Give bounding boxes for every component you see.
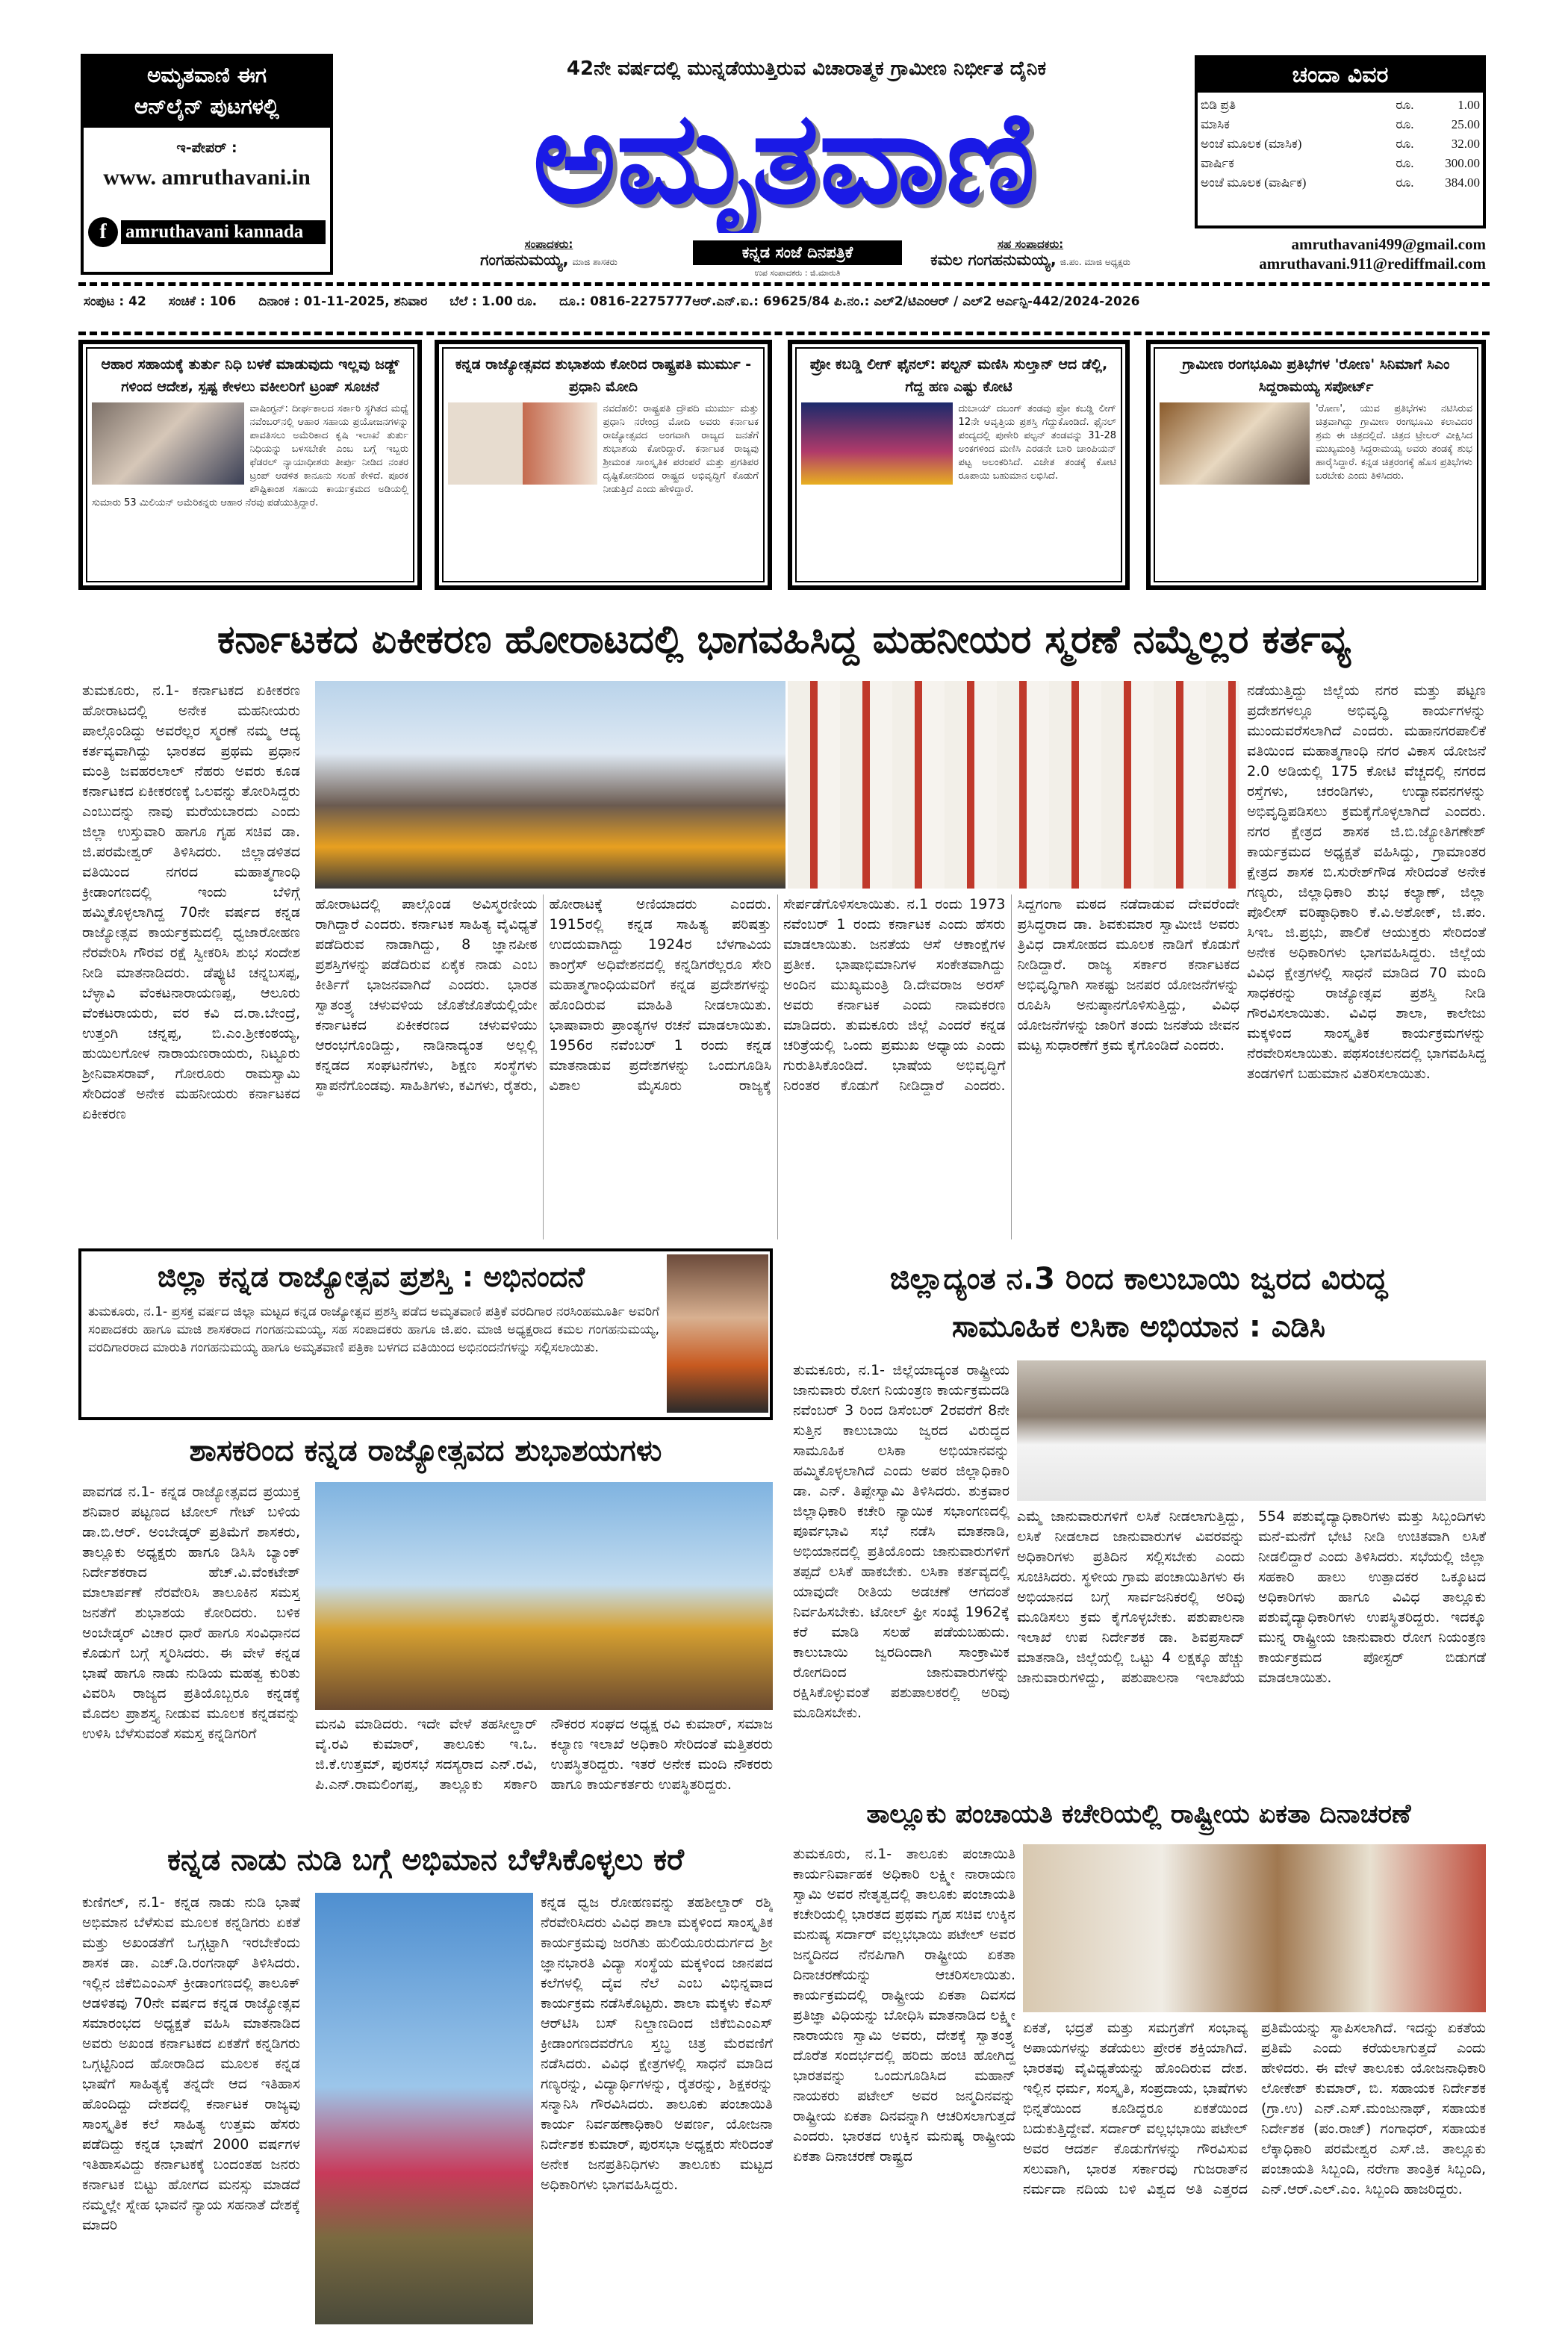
unity-headline: ತಾಲ್ಲೂಕು ಪಂಚಾಯತಿ ಕಚೇರಿಯಲ್ಲಿ ರಾಷ್ಟ್ರೀಯ ಏಕತಾ ದಿನಾಚರಣೆ	[866, 1799, 1411, 1829]
co-editor-note: ಜಿ.ಪಂ. ಮಾಜಿ ಅಧ್ಯಕ್ಷರು	[1060, 257, 1130, 267]
top-story-headline: ಪ್ರೋ ಕಬಡ್ಡಿ ಲೀಗ್ ಫೈನಲ್: ಪಲ್ಟನ್ ಮಣಿಸಿ ಸುಲ್ತಾನ್ ಆದ ಡೆಲ್ಲಿ, ಗೆದ್ದ ಹಣ ಎಷ್ಟು ಕೋಟಿ	[809, 356, 1108, 395]
subscription-cur: ರೂ.	[1396, 98, 1414, 112]
lead-col-middle: ಹೋರಾಟದಲ್ಲಿ ಪಾಲ್ಗೊಂಡ ಅವಿಸ್ಮರಣೀಯ ರಾಗಿದ್ದಾರೆ ಎಂದರು. ಕರ್ನಾಟಕ ಸಾಹಿತ್ಯ ವೈವಿಧ್ಯತೆ ಪಡೆದಿರುವ ನಾಡಾಗಿದ್ದು, 8 ಜ್ಞಾನಪೀಠ ಪ್ರಶಸ್ತಿಗಳನ್ನು ಪಡೆದಿರುವ ಏಕೈಕ ನಾಡು ಎಂಬ ಕೀರ್ತಿಗೆ ಭಾಜನವಾಗಿದೆ ಎಂದರು. ಭಾರತ ಸ್ವಾತಂತ್ರ್ಯ ಚಳುವಳಿಯ ಜೊತೆಜೊತೆಯಲ್ಲಿಯೇ ಕರ್ನಾಟಕದ ಏಕೀಕರಣದ ಚಳುವಳಿಯು ಆರಂಭಗೊಂಡಿದ್ದು, ನಾಡಿನಾದ್ಯಂತ ಅಲ್ಲಲ್ಲಿ ಕನ್ನಡದ ಸಂಘಟನೆಗಳು, ಶಿಕ್ಷಣ ಸಂಸ್ಥೆಗಳು ಸ್ಥಾಪನೆಗೊಂಡವು. ಸಾಹಿತಿಗಳು, ಕವಿಗಳು, ರೈತರು, ಹೋರಾಟಕ್ಕೆ ಅಣಿಯಾದರು ಎಂದರು. 1915ರಲ್ಲಿ ಕನ್ನಡ ಸಾಹಿತ್ಯ ಪರಿಷತ್ತು ಉದಯವಾಗಿದ್ದು 1924ರ ಬೆಳಗಾವಿಯ ಕಾಂಗ್ರೆಸ್ ಅಧಿವೇಶನದಲ್ಲಿ ಕನ್ನಡಿಗರೆಲ್ಲರೂ ಸೇರಿ ಮಹಾತ್ಮಗಾಂಧಿಯವರಿಗೆ ಕನ್ನಡ ಪ್ರದೇಶಗಳನ್ನು ಹೊಂದಿರುವ ಮಾಹಿತಿ ನೀಡಲಾಯಿತು. ಭಾಷಾವಾರು ಪ್ರಾಂತ್ಯಗಳ ರಚನೆ ಮಾಡಲಾಯಿತು. 1956ರ ನವೆಂಬರ್ 1 ರಂದು ಕನ್ನಡ ಮಾತನಾಡುವ ಪ್ರದೇಶಗಳನ್ನು ಒಂದುಗೂಡಿಸಿ ವಿಶಾಲ ಮೈಸೂರು ರಾಜ್ಯಕ್ಕೆ ಸೇರ್ಪಡೆಗೊಳಿಸಲಾಯಿತು. ನ.1 ರಂದು 1973 ನವೆಂಬರ್ 1 ರಂದು ಕರ್ನಾಟಕ ಎಂದು ಹೆಸರು ಮಾಡಲಾಯಿತು. ಜನತೆಯ ಆಸೆ ಆಕಾಂಕ್ಷೆಗಳ ಪ್ರತೀಕ. ಭಾಷಾಭಿಮಾನಿಗಳ ಸಂಕೇತವಾಗಿದ್ದು ಅಂದಿನ ಮುಖ್ಯಮಂತ್ರಿ ಡಿ.ದೇವರಾಜ ಅರಸ್ ಅವರು ಕರ್ನಾಟಕ ಎಂದು ನಾಮಕರಣ ಮಾಡಿದರು. ತುಮಕೂರು ಜಿಲ್ಲೆ ಎಂದರೆ ಕನ್ನಡ ಚರಿತ್ರೆಯಲ್ಲಿ ಒಂದು ಪ್ರಮುಖ ಅಧ್ಯಾಯ ಎಂದು ಗುರುತಿಸಿಕೊಂಡಿದೆ. ಭಾಷೆಯ ಅಭಿವೃದ್ಧಿಗೆ ನಿರಂತರ ಕೊಡುಗೆ ನೀಡಿದ್ದಾರೆ ಎಂದರು. ಸಿದ್ದಗಂಗಾ ಮಠದ ನಡೆದಾಡುವ ದೇವರೆಂದೇ ಪ್ರಸಿದ್ಧರಾದ ಡಾ. ಶಿವಕುಮಾರ ಸ್ವಾಮೀಜಿ ಅವರು ತ್ರಿವಿಧ ದಾಸೋಹದ ಮೂಲಕ ನಾಡಿಗೆ ಕೊಡುಗೆ ನೀಡಿದ್ದಾರೆ. ರಾಜ್ಯ ಸರ್ಕಾರ ಕರ್ನಾಟಕದ ಅಭಿವೃದ್ಧಿಗಾಗಿ ಸಾಕಷ್ಟು ಜನಪರ ಯೋಜನೆಗಳನ್ನು ರೂಪಿಸಿ ಅನುಷ್ಠಾನಗೊಳಿಸುತ್ತಿದ್ದು, ವಿವಿಧ ಯೋಜನೆಗಳನ್ನು ಜಾರಿಗೆ ತಂದು ಜನತೆಯ ಜೀವನ ಮಟ್ಟ ಸುಧಾರಣೆಗೆ ಕ್ರಮ ಕೈಗೊಂಡಿದೆ ಎಂದರು.	[315, 896, 1239, 1094]
editor-note: ಮಾಜಿ ಶಾಸಕರು	[572, 257, 617, 267]
lead-col-left: ತುಮಕೂರು, ನ.1- ಕರ್ನಾಟಕದ ಏಕೀಕರಣ ಹೋರಾಟದಲ್ಲಿ ಅನೇಕ ಮಹನೀಯರು ಪಾಲ್ಗೊಂಡಿದ್ದು ಅವರೆಲ್ಲರ ಸ್ಮರಣೆ ನಮ್ಮ ಆದ್ಯ ಕರ್ತವ್ಯವಾಗಿದ್ದು ಭಾರತದ ಪ್ರಥಮ ಪ್ರಧಾನ ಮಂತ್ರಿ ಜವಹರಲಾಲ್ ನೆಹರು ಅವರು ಕೂಡ ಕರ್ನಾಟಕದ ಏಕೀಕರಣಕ್ಕೆ ಒಲವನ್ನು ತೋರಿಸಿದ್ದರು ಎಂಬುದನ್ನು ನಾವು ಮರೆಯಬಾರದು ಎಂದು ಜಿಲ್ಲಾ ಉಸ್ತುವಾರಿ ಹಾಗೂ ಗೃಹ ಸಚಿವ ಡಾ. ಜಿ.ಪರಮೇಶ್ವರ್ ತಿಳಿಸಿದರು. ಜಿಲ್ಲಾಡಳಿತದ ವತಿಯಿಂದ ನಗರದ ಮಹಾತ್ಮಗಾಂಧಿ ಕ್ರೀಡಾಂಗಣದಲ್ಲಿ ಇಂದು ಬೆಳಿಗ್ಗೆ ಹಮ್ಮಿಕೊಳ್ಳಲಾಗಿದ್ದ 70ನೇ ವರ್ಷದ ಕನ್ನಡ ರಾಜ್ಯೋತ್ಸವ ಕಾರ್ಯಕ್ರಮದಲ್ಲಿ ಧ್ವಜಾರೋಹಣ ನೆರವೇರಿಸಿ ಗೌರವ ರಕ್ಷೆ ಸ್ವೀಕರಿಸಿ ಶುಭ ಸಂದೇಶ ನೀಡಿ ಮಾತನಾಡಿದರು. ಡೆಪ್ಯುಟಿ ಚನ್ನಬಸಪ್ಪ, ಬೆಳ್ಳಾವಿ ವೆಂಕಟನಾರಾಯಣಪ್ಪ, ಆಲೂರು ವೆಂಕಟರಾಯರು, ವರ ಕವಿ ದ.ರಾ.ಬೇಂದ್ರೆ, ಉತ್ತಂಗಿ ಚನ್ನಪ್ಪ, ಬಿ.ಎಂ.ಶ್ರೀಕಂಠಯ್ಯ, ಹುಯಿಲಗೋಳ ನಾರಾಯಣರಾಯರು, ನಿಟ್ಟೂರು ಶ್ರೀನಿವಾಸರಾವ್, ಗೋರೂರು ರಾಮಸ್ವಾಮಿ ಸೇರಿದಂತೆ ಅನೇಕ ಮಹನೀಯರು ಕರ್ನಾಟಕದ ಏಕೀಕರಣ	[82, 682, 300, 1122]
online-title-2: ಆನ್‌ಲೈನ್ ಪುಟಗಳಲ್ಲಿ	[134, 94, 280, 119]
ambedkar-statue-photo	[315, 1482, 773, 1710]
subscription-amount: 32.00	[1451, 137, 1480, 151]
sub-editor: ಉಪ ಸಂಪಾದಕರು : ಜಿ.ಮಾರುತಿ	[754, 268, 841, 278]
subscription-title: ಚಂದಾ ವಿವರ	[1198, 58, 1483, 93]
top-story-headline: ಆಹಾರ ಸಹಾಯಕ್ಕೆ ತುರ್ತು ನಿಧಿ ಬಳಕೆ ಮಾಡುವುದು ಇಲ್ಲವು ಜಡ್ಜ್ ಗಳಿಂದ ಆದೇಶ, ಸ್ಪಷ್ಟ ಕೇಳಲು ವಕೀಲರಿಗೆ ಟ್ರಂಪ್ ಸೂಚನೆ	[101, 356, 399, 395]
vaccine-col-left: ತುಮಕೂರು, ನ.1- ಜಿಲ್ಲೆಯಾದ್ಯಂತ ರಾಷ್ಟ್ರೀಯ ಜಾನುವಾರು ರೋಗ ನಿಯಂತ್ರಣ ಕಾರ್ಯಕ್ರಮದಡಿ ನವೆಂಬರ್ 3 ರಿಂದ ಡಿಸೆಂಬರ್ 2ರವರೆಗೆ 8ನೇ ಸುತ್ತಿನ ಕಾಲುಬಾಯಿ ಜ್ವರದ ವಿರುದ್ಧದ ಸಾಮೂಹಿಕ ಲಸಿಕಾ ಅಭಿಯಾನವನ್ನು ಹಮ್ಮಿಕೊಳ್ಳಲಾಗಿದೆ ಎಂದು ಅಪರ ಜಿಲ್ಲಾಧಿಕಾರಿ ಡಾ. ಎನ್. ತಿಪ್ಪೇಸ್ವಾಮಿ ತಿಳಿಸಿದರು. ಶುಕ್ರವಾರ ಜಿಲ್ಲಾಧಿಕಾರಿ ಕಚೇರಿ ನ್ಯಾಯಿಕ ಸಭಾಂಗಣದಲ್ಲಿ ಪೂರ್ವಭಾವಿ ಸಭೆ ನಡೆಸಿ ಮಾತನಾಡಿ, ಅಭಿಯಾನದಲ್ಲಿ ಪ್ರತಿಯೊಂದು ಜಾನುವಾರುಗಳಿಗೆ ತಪ್ಪದೆ ಲಸಿಕೆ ಹಾಕಬೇಕು. ಲಸಿಕಾ ಕರ್ತವ್ಯದಲ್ಲಿ ಯಾವುದೇ ರೀತಿಯ ಅಡಚಣೆ ಆಗದಂತೆ ನಿರ್ವಹಿಸಬೇಕು. ಟೋಲ್ ಫ್ರೀ ಸಂಖ್ಯೆ 1962ಕ್ಕೆ ಕರೆ ಮಾಡಿ ಸಲಹೆ ಪಡೆಯಬಹುದು. ಕಾಲುಬಾಯಿ ಜ್ವರದಿಂದಾಗಿ ಸಾಂಕ್ರಾಮಿಕ ರೋಗದಿಂದ ಜಾನುವಾರುಗಳನ್ನು ರಕ್ಷಿಸಿಕೊಳ್ಳುವಂತೆ ಪಶುಪಾಲಕರಲ್ಲಿ ಅರಿವು ಮೂಡಿಸಬೇಕು.	[793, 1362, 1009, 1721]
subtitle-badge: ಕನ್ನಡ ಸಂಜೆ ದಿನಪತ್ರಿಕೆ	[693, 240, 902, 265]
top-story-body: ದುಬಾಯ್ ದಬಂಗ್ ತಂಡವು ಪ್ರೋ ಕಬಡ್ಡಿ ಲೀಗ್ 12ನೇ ಆವೃತ್ತಿಯ ಪ್ರಶಸ್ತಿ ಗೆದ್ದುಕೊಂಡಿದೆ. ಫೈನಲ್ ಪಂದ್ಯದಲ್ಲಿ ಪುಣೇರಿ ಪಲ್ಟನ್ ತಂಡವನ್ನು 31-28 ಅಂಕಗಳಿಂದ ಮಣಿಸಿ ಎರಡನೇ ಬಾರಿ ಚಾಂಪಿಯನ್ ಪಟ್ಟ ಅಲಂಕರಿಸಿದೆ. ವಿಜೇತ ತಂಡಕ್ಕೆ ಕೋಟಿ ರೂಪಾಯಿ ಬಹುಮಾನ ಲಭಿಸಿದೆ.	[958, 403, 1116, 482]
email-1[interactable]: amruthavani499@gmail.com	[1291, 235, 1486, 253]
facebook-row[interactable]	[88, 217, 326, 247]
subscription-amount: 1.00	[1457, 98, 1480, 112]
divider	[78, 282, 1490, 286]
top-story-body: ನವದೆಹಲಿ: ರಾಷ್ಟ್ರಪತಿ ದ್ರೌಪದಿ ಮುರ್ಮು ಮತ್ತು ಪ್ರಧಾನಿ ನರೇಂದ್ರ ಮೋದಿ ಅವರು ಕರ್ನಾಟಕ ರಾಜ್ಯೋತ್ಸವದ ಅಂಗವಾಗಿ ರಾಜ್ಯದ ಜನತೆಗೆ ಶುಭಾಶಯ ಕೋರಿದ್ದಾರೆ. ಕರ್ನಾಟಕ ರಾಜ್ಯವು ಶ್ರೀಮಂತ ಸಾಂಸ್ಕೃತಿಕ ಪರಂಪರೆ ಮತ್ತು ಪ್ರಗತಿಪರ ದೃಷ್ಟಿಕೋನದಿಂದ ರಾಷ್ಟ್ರದ ಅಭಿವೃದ್ಧಿಗೆ ಕೊಡುಗೆ ನೀಡುತ್ತಿದೆ ಎಂದು ಹೇಳಿದ್ದಾರೆ.	[603, 403, 759, 495]
top-story-box	[435, 340, 772, 590]
mla-col-left: ಪಾವಗಡ ನ.1- ಕನ್ನಡ ರಾಜ್ಯೋತ್ಸವದ ಪ್ರಯುಕ್ತ ಶನಿವಾರ ಪಟ್ಟಣದ ಟೋಲ್ ಗೇಟ್ ಬಳಿಯ ಡಾ.ಬಿ.ಆರ್. ಅಂಬೇಡ್ಕರ್ ಪ್ರತಿಮೆಗೆ ಶಾಸಕರು, ತಾಲ್ಲೂಕು ಅಧ್ಯಕ್ಷರು ಹಾಗೂ ಡಿಸಿಸಿ ಬ್ಯಾಂಕ್ ನಿರ್ದೇಶಕರಾದ ಹೆಚ್.ವಿ.ವೆಂಕಟೇಶ್ ಮಾಲಾರ್ಪಣೆ ನೆರವೇರಿಸಿ ತಾಲೂಕಿನ ಸಮಸ್ತ ಜನತೆಗೆ ಶುಭಾಶಯ ಕೋರಿದರು. ಬಳಿಕ ಅಂಬೇಡ್ಕರ್ ವಿಚಾರ ಧಾರೆ ಹಾಗೂ ಸಂವಿಧಾನದ ಕೊಡುಗೆ ಬಗ್ಗೆ ಸ್ಮರಿಸಿದರು. ಈ ವೇಳೆ ಕನ್ನಡ ಭಾಷೆ ಹಾಗೂ ನಾಡು ನುಡಿಯ ಮಹತ್ವ ಕುರಿತು ವಿವರಿಸಿ ರಾಜ್ಯದ ಪ್ರತಿಯೊಬ್ಬರೂ ಕನ್ನಡಕ್ಕೆ ಮೊದಲ ಪ್ರಾಶಸ್ತ್ಯ ನೀಡುವ ಮೂಲಕ ಕನ್ನಡವನ್ನು ಉಳಿಸಿ ಬೆಳೆಸುವಂತೆ ಸಮಸ್ತ ಕನ್ನಡಿಗರಿಗೆ	[82, 1484, 300, 1742]
online-title-1: ಅಮೃತವಾಣಿ ಈಗ	[146, 63, 267, 87]
editor-label: ಸಂಪಾದಕರು:	[524, 237, 573, 251]
vaccine-col-right: ಎಮ್ಮೆ ಜಾನುವಾರುಗಳಿಗೆ ಲಸಿಕೆ ನೀಡಲಾಗುತ್ತಿದ್ದು, ಲಸಿಕೆ ನೀಡಲಾದ ಜಾನುವಾರುಗಳ ವಿವರವನ್ನು ಅಧಿಕಾರಿಗಳು ಪ್ರತಿದಿನ ಸಲ್ಲಿಸಬೇಕು ಎಂದು ಸೂಚಿಸಿದರು. ಸ್ಥಳೀಯ ಗ್ರಾಮ ಪಂಚಾಯಿತಿಗಳು ಈ ಅಭಿಯಾನದ ಬಗ್ಗೆ ಸಾರ್ವಜನಿಕರಲ್ಲಿ ಅರಿವು ಮೂಡಿಸಲು ಕ್ರಮ ಕೈಗೊಳ್ಳಬೇಕು. ಪಶುಪಾಲನಾ ಇಲಾಖೆ ಉಪ ನಿರ್ದೇಶಕ ಡಾ. ಶಿವಪ್ರಸಾದ್ ಮಾತನಾಡಿ, ಜಿಲ್ಲೆಯಲ್ಲಿ ಒಟ್ಟು 4 ಲಕ್ಷಕ್ಕೂ ಹೆಚ್ಚು ಜಾನುವಾರುಗಳಿದ್ದು, ಪಶುಪಾಲನಾ ಇಲಾಖೆಯ 554 ಪಶುವೈದ್ಯಾಧಿಕಾರಿಗಳು ಮತ್ತು ಸಿಬ್ಬಂದಿಗಳು ಮನೆ-ಮನೆಗೆ ಭೇಟಿ ನೀಡಿ ಉಚಿತವಾಗಿ ಲಸಿಕೆ ನೀಡಲಿದ್ದಾರೆ ಎಂದು ತಿಳಿಸಿದರು. ಸಭೆಯಲ್ಲಿ ಜಿಲ್ಲಾ ಸಹಕಾರಿ ಹಾಲು ಉತ್ಪಾದಕರ ಒಕ್ಕೂಟದ ಅಧಿಕಾರಿಗಳು ಹಾಗೂ ವಿವಿಧ ತಾಲ್ಲೂಕು ಪಶುವೈದ್ಯಾಧಿಕಾರಿಗಳು ಉಪಸ್ಥಿತರಿದ್ದರು. ಇದಕ್ಕೂ ಮುನ್ನ ರಾಷ್ಟ್ರೀಯ ಜಾನುವಾರು ರೋಗ ನಿಯಂತ್ರಣ ಕಾರ್ಯಕ್ರಮದ ಪೋಸ್ಟರ್ ಬಿಡುಗಡೆ ಮಾಡಲಾಯಿತು.	[1017, 1508, 1486, 1686]
vaccine-headline-2: ಸಾಮೂಹಿಕ ಲಸಿಕಾ ಅಭಿಯಾನ : ಎಡಿಸಿ	[952, 1310, 1325, 1344]
pride-headline: ಕನ್ನಡ ನಾಡು ನುಡಿ ಬಗ್ಗೆ ಅಭಿಮಾನ ಬೆಳೆಸಿಕೊಳ್ಳಲು ಕರೆ	[167, 1843, 684, 1877]
masthead-logo: ಅಮೃತವಾಣಿ	[532, 84, 1036, 232]
kannada-flag-photo	[315, 1893, 533, 2324]
pride-col-right: ಕನ್ನಡ ಧ್ವಜ ರೋಹಣವನ್ನು ತಹಶೀಲ್ದಾರ್ ರಶ್ಮಿ ನೆರವೇರಿಸಿದರು ವಿವಿಧ ಶಾಲಾ ಮಕ್ಕಳಿಂದ ಸಾಂಸ್ಕೃತಿಕ ಕಾರ್ಯಕ್ರಮವು ಜರಗಿತು ಹುಲಿಯೂರುದುರ್ಗದ ಶ್ರೀ ಜ್ಞಾನಭಾರತಿ ವಿದ್ಯಾ ಸಂಸ್ಥೆಯ ಮಕ್ಕಳಿಂದ ಜಾನಪದ ಕಲೆಗಳಲ್ಲಿ ದೈವ ನೆಲೆ ಎಂಬ ವಿಭಿನ್ನವಾದ ಕಾರ್ಯಕ್ರಮ ನಡೆಸಿಕೊಟ್ಟರು. ಶಾಲಾ ಮಕ್ಕಳು ಕೆಎಸ್ ಆರ್‌ಟಿಸಿ ಬಸ್ ನಿಲ್ದಾಣದಿಂದ ಜಿಕೆಬಿಎಂಎಸ್ ಕ್ರೀಡಾಂಗಣದವರೆಗೂ ಸ್ತಬ್ಧ ಚಿತ್ರ ಮೆರವಣಿಗೆ ನಡೆಸಿದರು. ವಿವಿಧ ಕ್ಷೇತ್ರಗಳಲ್ಲಿ ಸಾಧನೆ ಮಾಡಿದ ಗಣ್ಯರನ್ನು, ವಿದ್ಯಾರ್ಥಿಗಳನ್ನು, ರೈತರನ್ನು, ಶಿಕ್ಷಕರನ್ನು ಸನ್ಮಾನಿಸಿ ಗೌರವಿಸಿದರು. ತಾಲೂಕು ಪಂಚಾಯಿತಿ ಕಾರ್ಯ ನಿರ್ವಹಣಾಧಿಕಾರಿ ಅಪರ್ಣ, ಯೋಜನಾ ನಿರ್ದೇಶಕ ಕುಮಾರ್, ಪುರಸಭಾ ಅಧ್ಯಕ್ಷರು ಸೇರಿದಂತೆ ಅನೇಕ ಜನಪ್ರತಿನಿಧಿಗಳು ತಾಲೂಕು ಮಟ್ಟದ ಅಧಿಕಾರಿಗಳು ಭಾಗವಹಿಸಿದ್ದರು.	[541, 1894, 773, 2193]
phone-registration: ದೂ.: 0816-2275777ಆರ್.ಎನ್.ಐ.: 69625/84 ಪಿ.ನಂ.: ಎಲ್2/ಟಿಎಂಆರ್ / ಎಲ್2 ಆರ್ಎನ್ಪಿ-442/2024-2026	[559, 294, 1140, 309]
co-editor-name: ಕಮಲ ಗಂಗಹನುಮಯ್ಯ,	[930, 251, 1057, 269]
subscription-amount: 25.00	[1451, 117, 1480, 131]
top-story-box	[1146, 340, 1486, 590]
subscription-amount: 384.00	[1445, 175, 1480, 190]
email-2[interactable]: amruthavani.911@rediffmail.com	[1259, 255, 1486, 273]
awardee-portrait	[667, 1254, 768, 1413]
epaper-label: ಇ-ಪೇಪರ್ :	[176, 140, 237, 156]
co-editor-label: ಸಹ ಸಂಪಾದಕರು:	[997, 237, 1064, 251]
top-story-box	[788, 340, 1130, 590]
flag-hoisting-photo	[315, 681, 785, 889]
divider	[78, 332, 1490, 335]
subscription-cur: ರೂ.	[1396, 137, 1414, 151]
top-story-headline: ಗ್ರಾಮೀಣ ರಂಗಭೂಮಿ ಪ್ರತಿಭೆಗಳ 'ರೋಣ' ಸಿನಿಮಾಗೆ ಸಿಎಂ ಸಿದ್ದರಾಮಯ್ಯ ಸಪೋರ್ಟ್	[1182, 356, 1450, 395]
editor-name: ಗಂಗಹನುಮಯ್ಯ,	[480, 251, 569, 269]
subscription-label: ಮಾಸಿಕ	[1201, 117, 1230, 131]
subscription-row	[1198, 96, 1483, 115]
president-pm-photo	[448, 402, 597, 485]
subscription-row	[1198, 115, 1483, 134]
lead-col-right: ನಡೆಯುತ್ತಿದ್ದು ಜಿಲ್ಲೆಯ ನಗರ ಮತ್ತು ಪಟ್ಟಣ ಪ್ರದೇಶಗಳಲ್ಲೂ ಅಭಿವೃದ್ಧಿ ಕಾರ್ಯಗಳನ್ನು ಮುಂದುವರೆಸಲಾಗಿದೆ ಎಂದರು. ಮಹಾನಗರಪಾಲಿಕೆ ವತಿಯಿಂದ ಮಹಾತ್ಮಗಾಂಧಿ ನಗರ ವಿಕಾಸ ಯೋಜನೆ 2.0 ಅಡಿಯಲ್ಲಿ 175 ಕೋಟಿ ವೆಚ್ಚದಲ್ಲಿ ನಗರದ ರಸ್ತೆಗಳು, ಚರಂಡಿಗಳು, ಉದ್ಯಾನವನಗಳನ್ನು ಅಭಿವೃದ್ಧಿಪಡಿಸಲು ಕ್ರಮಕೈಗೊಳ್ಳಲಾಗಿದೆ ಎಂದರು. ನಗರ ಕ್ಷೇತ್ರದ ಶಾಸಕ ಜಿ.ಬಿ.ಜ್ಯೋತಿಗಣೇಶ್ ಕಾರ್ಯಕ್ರಮದ ಅಧ್ಯಕ್ಷತೆ ವಹಿಸಿದ್ದು, ಗ್ರಾಮಾಂತರ ಕ್ಷೇತ್ರದ ಶಾಸಕ ಬಿ.ಸುರೇಶ್‌ಗೌಡ ಸೇರಿದಂತೆ ಅನೇಕ ಗಣ್ಯರು, ಜಿಲ್ಲಾಧಿಕಾರಿ ಶುಭ ಕಲ್ಯಾಣ್, ಜಿಲ್ಲಾ ಪೊಲೀಸ್ ವರಿಷ್ಠಾಧಿಕಾರಿ ಕೆ.ವಿ.ಅಶೋಕ್, ಜಿ.ಪಂ. ಸಿಇಒ ಜಿ.ಪ್ರಭು, ಪಾಲಿಕೆ ಆಯುಕ್ತರು ಸೇರಿದಂತೆ ಅನೇಕ ಅಧಿಕಾರಿಗಳು ಭಾಗವಹಿಸಿದ್ದರು. ಜಿಲ್ಲೆಯ ವಿವಿಧ ಕ್ಷೇತ್ರಗಳಲ್ಲಿ ಸಾಧನೆ ಮಾಡಿದ 70 ಮಂದಿ ಸಾಧಕರನ್ನು ರಾಜ್ಯೋತ್ಸವ ಪ್ರಶಸ್ತಿ ನೀಡಿ ಗೌರವಿಸಲಾಯಿತು. ವಿವಿಧ ಶಾಲಾ, ಕಾಲೇಜು ಮಕ್ಕಳಿಂದ ಸಾಂಸ್ಕೃತಿಕ ಕಾರ್ಯಕ್ರಮಗಳನ್ನು ನೆರವೇರಿಸಲಾಯಿತು. ಪಥಸಂಚಲನದಲ್ಲಿ ಭಾಗವಹಿಸಿದ್ದ ತಂಡಗಳಿಗೆ ಬಹುಮಾನ ವಿತರಿಸಲಾಯಿತು.	[1247, 682, 1486, 1082]
mla-headline: ಶಾಸಕರಿಂದ ಕನ್ನಡ ರಾಜ್ಯೋತ್ಸವದ ಶುಭಾಶಯಗಳು	[189, 1434, 662, 1468]
top-story-box	[78, 340, 422, 590]
top-story-headline: ಕನ್ನಡ ರಾಜ್ಯೋತ್ಸವದ ಶುಭಾಶಯ ಕೋರಿದ ರಾಷ್ಟ್ರಪತಿ ಮುರ್ಮು - ಪ್ರಧಾನಿ ಮೋದಿ	[455, 356, 752, 395]
kabaddi-champions-photo	[801, 402, 953, 485]
subscription-label: ಬಿಡಿ ಪ್ರತಿ	[1201, 98, 1236, 112]
subscription-cur: ರೂ.	[1396, 156, 1414, 170]
website-link[interactable]: www. amruthavani.in	[103, 165, 311, 190]
trump-photo	[92, 402, 244, 485]
subscription-label: ಅಂಚೆ ಮೂಲಕ (ಮಾಸಿಕ)	[1201, 137, 1302, 151]
subscription-box	[1195, 55, 1486, 228]
unity-col-left: ತುಮಕೂರು, ನ.1- ತಾಲೂಕು ಪಂಚಾಯಿತಿ ಕಾರ್ಯನಿರ್ವಾಹಕ ಅಧಿಕಾರಿ ಲಕ್ಷ್ಮೀ ನಾರಾಯಣ ಸ್ವಾಮಿ ಅವರ ನೇತೃತ್ವದಲ್ಲಿ ತಾಲೂಕು ಪಂಚಾಯತಿ ಕಚೇರಿಯಲ್ಲಿ ಭಾರತದ ಪ್ರಥಮ ಗೃಹ ಸಚಿವ ಉಕ್ಕಿನ ಮನುಷ್ಯ ಸರ್ದಾರ್ ವಲ್ಲಭಭಾಯಿ ಪಟೇಲ್ ಅವರ ಜನ್ಮದಿನದ ನೆನಪಿಗಾಗಿ ರಾಷ್ಟ್ರೀಯ ಏಕತಾ ದಿನಾಚರಣೆಯನ್ನು ಆಚರಿಸಲಾಯಿತು. ಕಾರ್ಯಕ್ರಮದಲ್ಲಿ ರಾಷ್ಟ್ರೀಯ ಏಕತಾ ದಿವಸದ ಪ್ರತಿಜ್ಞಾ ವಿಧಿಯನ್ನು ಬೋಧಿಸಿ ಮಾತನಾಡಿದ ಲಕ್ಷ್ಮೀ ನಾರಾಯಣ ಸ್ವಾಮಿ ಅವರು, ದೇಶಕ್ಕೆ ಸ್ವಾತಂತ್ರ್ಯ ದೊರೆತ ಸಂದರ್ಭದಲ್ಲಿ ಹರಿದು ಹಂಚಿ ಹೋಗಿದ್ದ ಭಾರತವನ್ನು ಒಂದುಗೂಡಿಸಿದ ಮಹಾನ್ ನಾಯಕರು ಪಟೇಲ್ ಅವರ ಜನ್ಮದಿನವನ್ನು ರಾಷ್ಟ್ರೀಯ ಏಕತಾ ದಿನವನ್ನಾಗಿ ಆಚರಿಸಲಾಗುತ್ತದೆ ಎಂದರು. ಭಾರತದ ಉಕ್ಕಿನ ಮನುಷ್ಯ ರಾಷ್ಟ್ರೀಯ ಏಕತಾ ದಿನಾಚರಣೆ ರಾಷ್ಟ್ರದ	[793, 1846, 1015, 2165]
subscription-row	[1198, 134, 1483, 154]
awardees-photo	[788, 681, 1239, 889]
subscription-cur: ರೂ.	[1396, 117, 1414, 131]
subscription-label: ವಾರ್ಷಿಕ	[1201, 156, 1234, 170]
vaccine-headline-1: ಜಿಲ್ಲಾದ್ಯಂತ ನ.3 ರಿಂದ ಕಾಲುಬಾಯಿ ಜ್ವರದ ವಿರುದ್ಧ	[889, 1262, 1388, 1296]
top-story-body: ವಾಷಿಂಗ್ಟನ್: ದೀರ್ಘಕಾಲದ ಸರ್ಕಾರಿ ಸ್ಥಗಿತದ ಮಧ್ಯೆ ನವೆಂಬರ್‌ನಲ್ಲಿ ಆಹಾರ ಸಹಾಯ ಪ್ರಯೋಜನಗಳನ್ನು ಪಾವತಿಸಲು ಅಮೆರಿಕಾದ ಕೃಷಿ ಇಲಾಖೆ ತುರ್ತು ನಿಧಿಯನ್ನು ಬಳಸಬೇಕೇ ಎಂಬ ಬಗ್ಗೆ ಇಬ್ಬರು ಫೆಡರಲ್ ನ್ಯಾಯಾಧೀಶರು ತೀರ್ಪು ನೀಡಿದ ನಂತರ ಟ್ರಂಪ್ ಆಡಳಿತ ಕಾನೂನು ಸಲಹೆ ಕೇಳಿದೆ. ಪೂರಕ ಪೌಷ್ಟಿಕಾಂಶ ಸಹಾಯ ಕಾರ್ಯಕ್ರಮದ ಅಡಿಯಲ್ಲಿ ಸುಮಾರು 53 ಮಿಲಿಯನ್ ಅಮೆರಿಕನ್ನರು ಆಹಾರ ನೆರವು ಪಡೆಯುತ್ತಿದ್ದಾರೆ.	[92, 403, 408, 508]
award-body: ತುಮಕೂರು, ನ.1- ಪ್ರಸಕ್ತ ವರ್ಷದ ಜಿಲ್ಲಾ ಮಟ್ಟದ ಕನ್ನಡ ರಾಜ್ಯೋತ್ಸವ ಪ್ರಶಸ್ತಿ ಪಡೆದ ಅಮೃತವಾಣಿ ಪತ್ರಿಕೆ ವರದಿಗಾರ ನರಸಿಂಹಮೂರ್ತಿ ಅವರಿಗೆ ಸಂಪಾದಕರು ಹಾಗೂ ಮಾಜಿ ಶಾಸಕರಾದ ಗಂಗಹನುಮಯ್ಯ, ಸಹ ಸಂಪಾದಕರು ಹಾಗೂ ಜಿ.ಪಂ. ಮಾಜಿ ಅಧ್ಯಕ್ಷರಾದ ಕಮಲ ಗಂಗಹನುಮಯ್ಯ, ವರದಿಗಾರರಾದ ಮಾರುತಿ ಗಂಗಹನುಮಯ್ಯ ಹಾಗೂ ಅಮೃತವಾಣಿ ಪತ್ರಿಕಾ ಬಳಗದ ವತಿಯಿಂದ ಅಭಿನಂದನೆಗಳನ್ನು ಸಲ್ಲಿಸಲಾಯಿತು.	[88, 1304, 659, 1355]
unity-pledge-photo	[1023, 1844, 1486, 2012]
subscription-row	[1198, 173, 1483, 193]
facebook-icon: f	[88, 217, 118, 247]
price: ಬೆಲೆ : 1.00 ರೂ.	[449, 294, 538, 309]
info-line	[84, 293, 1487, 311]
unity-col-right: ಏಕತೆ, ಭದ್ರತೆ ಮತ್ತು ಸಮಗ್ರತೆಗೆ ಸಂಭಾವ್ಯ ಅಪಾಯಗಳನ್ನು ತಡೆಯಲು ಪ್ರೇರಕ ಶಕ್ತಿಯಾಗಿದೆ. ಭಾರತವು ವೈವಿಧ್ಯತೆಯನ್ನು ಹೊಂದಿರುವ ದೇಶ. ಇಲ್ಲಿನ ಧರ್ಮ, ಸಂಸ್ಕೃತಿ, ಸಂಪ್ರದಾಯ, ಭಾಷೆಗಳು ಭಿನ್ನತೆಯಿಂದ ಕೂಡಿದ್ದರೂ ಏಕತೆಯಿಂದ ಬದುಕುತ್ತಿದ್ದೇವೆ. ಸರ್ದಾರ್ ವಲ್ಲಭಭಾಯಿ ಪಟೇಲ್ ಅವರ ಆದರ್ಶ ಕೊಡುಗೆಗಳನ್ನು ಗೌರವಿಸುವ ಸಲುವಾಗಿ, ಭಾರತ ಸರ್ಕಾರವು ಗುಜರಾತ್‌ನ ನರ್ಮದಾ ನದಿಯ ಬಳಿ ವಿಶ್ವದ ಅತಿ ಎತ್ತರದ ಪ್ರತಿಮೆಯನ್ನು ಸ್ಥಾಪಿಸಲಾಗಿದೆ. ಇದನ್ನು ಏಕತೆಯ ಪ್ರತಿಮೆ ಎಂದು ಕರೆಯಲಾಗುತ್ತದೆ ಎಂದು ಹೇಳಿದರು. ಈ ವೇಳೆ ತಾಲೂಕು ಯೋಜನಾಧಿಕಾರಿ ಲೋಕೇಶ್ ಕುಮಾರ್, ಬಿ. ಸಹಾಯಕ ನಿರ್ದೇಶಕ (ಗ್ರಾ.ಉ) ಎನ್.ಎಸ್.ಮಂಜುನಾಥ್, ಸಹಾಯಕ ನಿರ್ದೇಶಕ (ಪಂ.ರಾಜ್) ಗಂಗಾಧರ್, ಸಹಾಯಕ ಲೆಕ್ಕಾಧಿಕಾರಿ ಪರಮೇಶ್ವರ ಎಸ್.ಜಿ. ತಾಲ್ಲೂಕು ಪಂಚಾಯತಿ ಸಿಬ್ಬಂದಿ, ನರೇಗಾ ತಾಂತ್ರಿಕ ಸಿಬ್ಬಂದಿ, ಎನ್.ಆರ್.ಎಲ್.ಎಂ. ಸಿಬ್ಬಂದಿ ಹಾಜರಿದ್ದರು.	[1023, 2020, 1486, 2197]
issue: ಸಂಚಿಕೆ : 106	[168, 294, 237, 309]
mla-col-right: ಮನವಿ ಮಾಡಿದರು. ಇದೇ ವೇಳೆ ತಹಸೀಲ್ದಾರ್ ವೈ.ರವಿ ಕುಮಾರ್, ತಾಲೂಕು ಇ.ಒ. ಜಿ.ಕೆ.ಉತ್ತಮ್, ಪುರಸಭೆ ಸದಸ್ಯರಾದ ಎನ್.ರವಿ, ಪಿ.ಎನ್.ರಾಮಲಿಂಗಪ್ಪ, ತಾಲ್ಲೂಕು ಸರ್ಕಾರಿ ನೌಕರರ ಸಂಘದ ಅಧ್ಯಕ್ಷ ರವಿ ಕುಮಾರ್, ಸಮಾಜ ಕಲ್ಯಾಣ ಇಲಾಖೆ ಅಧಿಕಾರಿ ಸೇರಿದಂತೆ ಮತ್ತಿತರರು ಉಪಸ್ಥಿತರಿದ್ದರು. ಇತರೆ ಅನೇಕ ಮಂದಿ ನೌಕರರು ಹಾಗೂ ಕಾರ್ಯಕರ್ತರು ಉಪಸ್ಥಿತರಿದ್ದರು.	[315, 1716, 773, 1793]
subscription-row	[1198, 154, 1483, 173]
volume: ಸಂಪುಟ : 42	[84, 294, 146, 309]
tagline: 42ನೇ ವರ್ಷದಲ್ಲಿ ಮುನ್ನಡೆಯುತ್ತಿರುವ ವಿಚಾರಾತ್ಮಕ ಗ್ರಾಮೀಣ ನಿರ್ಭೀತ ದೈನಿಕ	[566, 57, 1047, 80]
award-headline: ಜಿಲ್ಲಾ ಕನ್ನಡ ರಾಜ್ಯೋತ್ಸವ ಪ್ರಶಸ್ತಿ : ಅಭಿನಂದನೆ	[157, 1260, 585, 1293]
lead-headline: ಕರ್ನಾಟಕದ ಏಕೀಕರಣ ಹೋರಾಟದಲ್ಲಿ ಭಾಗವಹಿಸಿದ್ದ ಮಹನೀಯರ ಸ್ಮರಣೆ ನಮ್ಮೆಲ್ಲರ ಕರ್ತವ್ಯ	[217, 617, 1351, 662]
rona-film-photo	[1160, 402, 1310, 485]
vaccine-poster-release-photo	[1017, 1360, 1486, 1501]
subscription-cur: ರೂ.	[1396, 175, 1414, 190]
pride-col-left: ಕುಣಿಗಲ್, ನ.1- ಕನ್ನಡ ನಾಡು ನುಡಿ ಭಾಷೆ ಅಭಿಮಾನ ಬೆಳೆಸುವ ಮೂಲಕ ಕನ್ನಡಿಗರು ಏಕತೆ ಮತ್ತು ಅಖಂಡತೆಗೆ ಒಗ್ಗಟ್ಟಾಗಿ ಇರಬೇಕೆಂದು ಶಾಸಕ ಡಾ. ಎಚ್.ಡಿ.ರಂಗನಾಥ್ ತಿಳಿಸಿದರು. ಇಲ್ಲಿನ ಜಿಕೆಬಿಎಂಎಸ್ ಕ್ರೀಡಾಂಗಣದಲ್ಲಿ ತಾಲೂಕ್ ಆಡಳಿತವು 70ನೇ ವರ್ಷದ ಕನ್ನಡ ರಾಜ್ಯೋತ್ಸವ ಸಮಾರಂಭದ ಅಧ್ಯಕ್ಷತೆ ವಹಿಸಿ ಮಾತನಾಡಿದ ಅವರು ಅಖಂಡ ಕರ್ನಾಟಕದ ಏಕತೆಗೆ ಕನ್ನಡಿಗರು ಒಗ್ಗಟ್ಟಿನಿಂದ ಹೋರಾಡಿದ ಮೂಲಕ ಕನ್ನಡ ಭಾಷೆಗೆ ಸಾಹಿತ್ಯಕ್ಕೆ ತನ್ನದೇ ಆದ ಇತಿಹಾಸ ಹೊಂದಿದ್ದು ದೇಶದಲ್ಲಿ ಕರ್ನಾಟಕ ರಾಜ್ಯವು ಸಾಂಸ್ಕೃತಿಕ ಕಲೆ ಸಾಹಿತ್ಯ ಉತ್ತಮ ಹೆಸರು ಪಡೆದಿದ್ದು ಕನ್ನಡ ಭಾಷೆಗೆ 2000 ವರ್ಷಗಳ ಇತಿಹಾಸವಿದ್ದು ಕರ್ನಾಟಕಕ್ಕೆ ಬಂದಂತಹ ಜನರು ಕರ್ನಾಟಕ ಬಿಟ್ಟು ಹೋಗದ ಮನಸ್ಸು ಮಾಡದೆ ನಮ್ಮಲ್ಲೇ ಸ್ನೇಹ ಭಾವನೆ ನ್ಯಾಯ ಸಹನಾತೆ ದೇಶಕ್ಕೆ ಮಾದರಿ	[82, 1894, 300, 2233]
subscription-amount: 300.00	[1445, 156, 1480, 170]
subscription-label: ಅಂಚೆ ಮೂಲಕ (ವಾರ್ಷಿಕ)	[1201, 175, 1307, 190]
date: ದಿನಾಂಕ : 01-11-2025, ಶನಿವಾರ	[258, 294, 428, 309]
facebook-handle: amruthavani kannada	[121, 220, 326, 244]
online-box	[81, 54, 333, 275]
top-story-body: 'ರೋಣ', ಯುವ ಪ್ರತಿಭೆಗಳು ನಟಿಸಿರುವ ಚಿತ್ರವಾಗಿದ್ದು ಗ್ರಾಮೀಣ ರಂಗಭೂಮಿ ಕಲಾವಿದರ ಶ್ರಮ ಈ ಚಿತ್ರದಲ್ಲಿದೆ. ಚಿತ್ರದ ಟ್ರೇಲರ್ ವೀಕ್ಷಿಸಿದ ಮುಖ್ಯಮಂತ್ರಿ ಸಿದ್ದರಾಮಯ್ಯ ಅವರು ತಂಡಕ್ಕೆ ಶುಭ ಹಾರೈಸಿದ್ದಾರೆ. ಕನ್ನಡ ಚಿತ್ರರಂಗಕ್ಕೆ ಹೊಸ ಪ್ರತಿಭೆಗಳು ಬರಬೇಕು ಎಂದು ತಿಳಿಸಿದರು.	[1316, 403, 1472, 482]
